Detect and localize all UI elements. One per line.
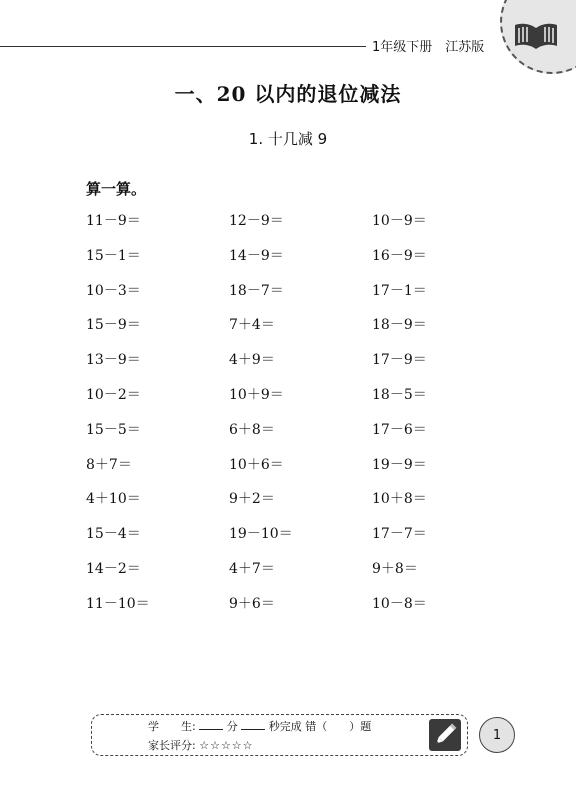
- parent-label: 家长评分:: [148, 739, 196, 752]
- math-problem: 18－9＝: [372, 317, 427, 334]
- math-problem: 19－9＝: [372, 456, 427, 473]
- section-title: 1. 十几减 9: [248, 130, 328, 148]
- math-problem: 10－8＝: [372, 595, 427, 612]
- math-problem: 17－6＝: [372, 421, 427, 438]
- math-problem: 11－9＝: [86, 213, 141, 229]
- math-problem: 17－9＝: [372, 352, 427, 369]
- math-problem: 10＋8＝: [372, 491, 427, 508]
- math-problem: 12－9＝: [229, 213, 284, 229]
- pencil-icon: [429, 719, 461, 751]
- math-problem: 19－10＝: [229, 526, 293, 543]
- math-problem: 14－9＝: [229, 247, 284, 264]
- seconds-blank[interactable]: [241, 719, 265, 730]
- math-problem: 10－2＝: [86, 386, 141, 403]
- seconds-label: 秒完成: [268, 720, 302, 733]
- math-problem: 10＋9＝: [229, 386, 284, 403]
- edition-label: 1年级下册 江苏版: [372, 40, 485, 55]
- math-problem: 10＋6＝: [229, 456, 284, 473]
- problem-grid: [86, 211, 515, 629]
- math-problem: 17－1＝: [372, 282, 427, 299]
- chapter-title: 一、20 以内的退位减法: [174, 82, 402, 106]
- math-problem: 4＋10＝: [86, 491, 141, 508]
- book-badge: [500, 0, 576, 74]
- math-problem: 15－5＝: [86, 421, 141, 438]
- math-problem: 9＋2＝: [229, 491, 275, 508]
- math-problem: 9＋6＝: [229, 595, 275, 612]
- instruction: 算一算。: [86, 180, 147, 198]
- math-problem: 11－10＝: [86, 595, 150, 612]
- rating-stars[interactable]: ☆☆☆☆☆: [199, 739, 254, 752]
- student-label: 学 生:: [148, 720, 196, 733]
- completion-line: [148, 718, 371, 734]
- errors-label: 错（: [305, 720, 328, 733]
- math-problem: 18－7＝: [229, 282, 284, 299]
- minutes-label: 分: [226, 720, 238, 733]
- page-number: 1: [479, 717, 515, 753]
- errors-suffix: ）题: [349, 720, 372, 733]
- math-problem: 13－9＝: [86, 352, 141, 369]
- math-problem: 9＋8＝: [372, 560, 418, 577]
- math-problem: 7＋4＝: [229, 317, 275, 334]
- math-problem: 10－9＝: [372, 213, 427, 229]
- math-problem: 15－4＝: [86, 526, 141, 543]
- minutes-blank[interactable]: [199, 719, 223, 730]
- math-problem: 15－1＝: [86, 247, 141, 264]
- header-rule: [0, 46, 366, 47]
- parent-rating-line: [148, 737, 254, 753]
- math-problem: 10－3＝: [86, 282, 141, 299]
- math-problem: 15－9＝: [86, 317, 141, 334]
- math-problem: 17－7＝: [372, 526, 427, 543]
- math-problem: 18－5＝: [372, 386, 427, 403]
- math-problem: 4＋9＝: [229, 352, 275, 369]
- math-problem: 6＋8＝: [229, 421, 275, 438]
- math-problem: 8＋7＝: [86, 456, 132, 473]
- math-problem: 16－9＝: [372, 247, 427, 264]
- open-book-icon: [512, 22, 560, 50]
- math-problem: 4＋7＝: [229, 560, 275, 577]
- math-problem: 14－2＝: [86, 560, 141, 577]
